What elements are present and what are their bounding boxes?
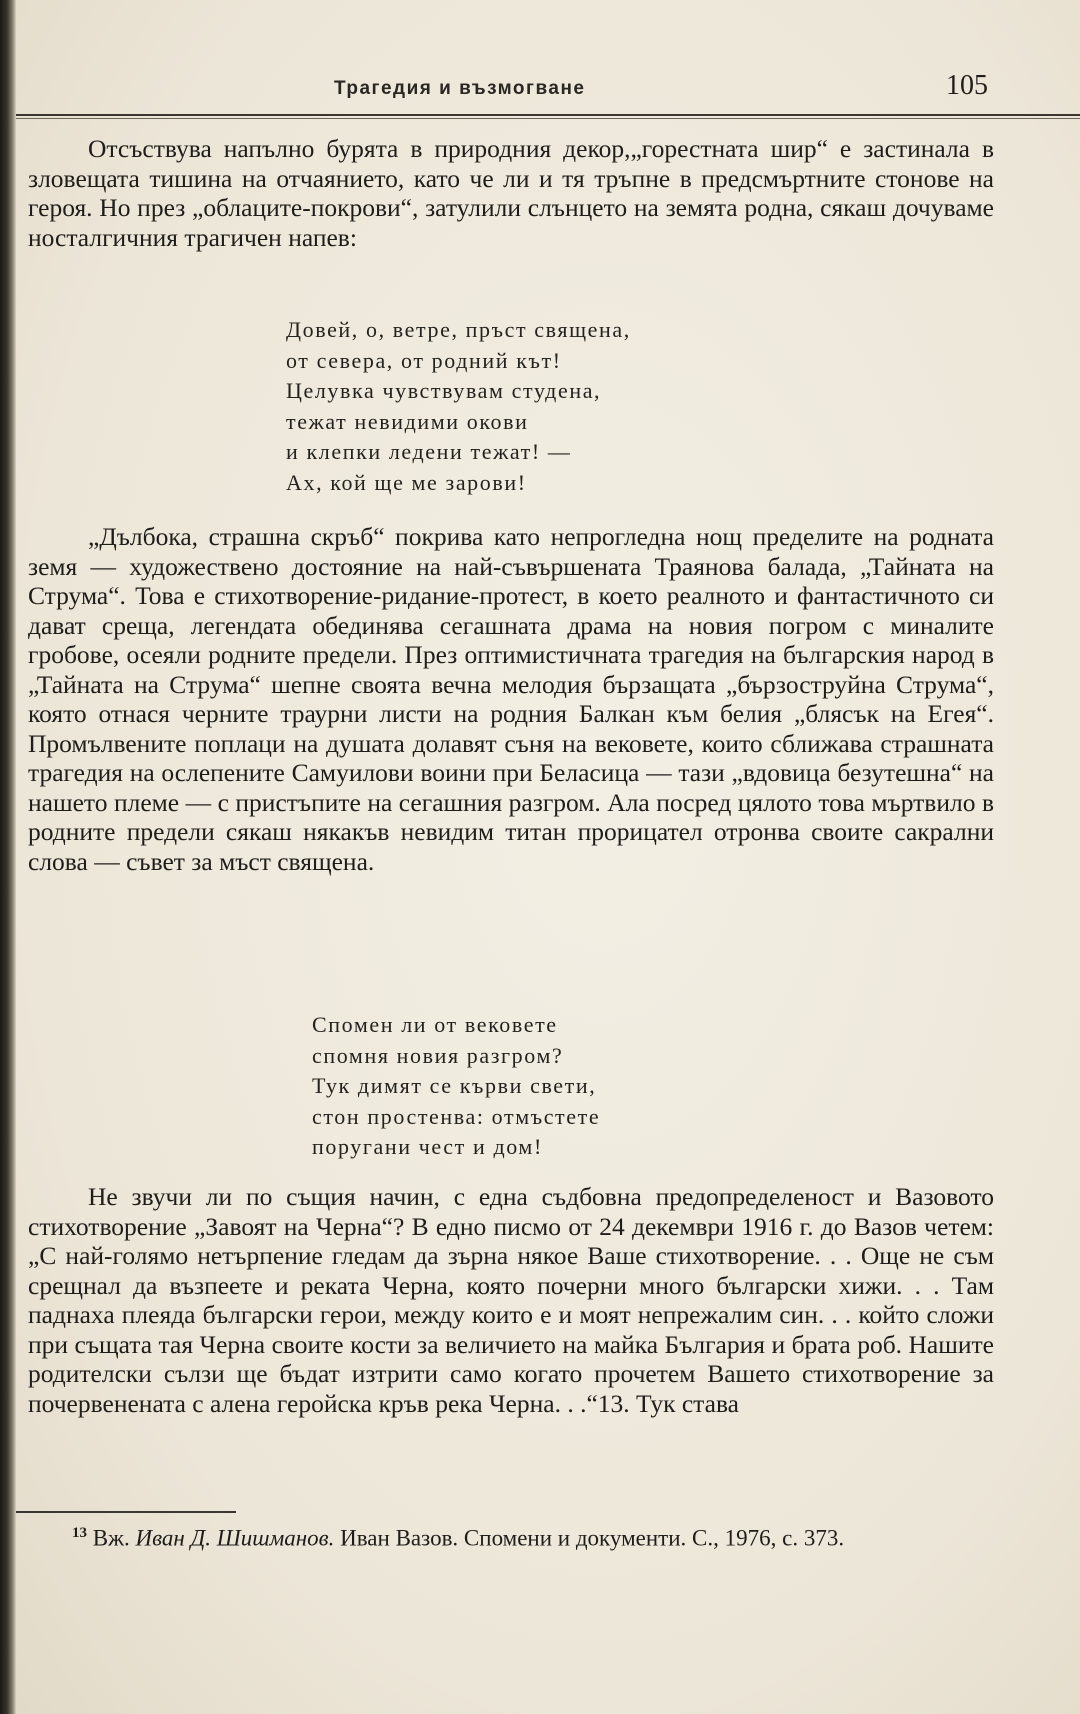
poem-line: от севера, от родний кът!	[286, 347, 562, 373]
poem-line: Довей, о, ветре, пръст священа,	[286, 317, 631, 342]
page-number: 105	[946, 70, 988, 101]
poem-stanza-2	[312, 1010, 600, 1163]
poem-line: стон простенва: отмъстете	[312, 1103, 601, 1129]
header-rule	[16, 114, 1080, 116]
footnote-text: Иван Вазов. Спомени и документи. С., 1976, с. 373.	[340, 1525, 845, 1551]
book-spine-shadow	[0, 0, 16, 1714]
running-head: Трагедия и възмогване	[334, 78, 586, 99]
paragraph-3: Не звучи ли по същия начин, с една съдбовна предопределеност и Вазовото стихотворение „Завоят на Черна“? В едно писмо от 24 декември 1916 г. до Вазов четем: „С най-голямо нетърпение гледам да зърна някое Ваше стихотворение. . . Още не съм срещнал да възпеете и реката Черна, която почерни много български хижи. . . Там паднаха плеяда български герои, между които е и моят непрежалим син. . . който сложи при същата тая Черна своите кости за величието на майка България и брата роб. Нашите родителски сълзи ще бъдат изтрити само когато прочетем Вашето стихотворение за почервенената с алена геройска кръв река Черна. . .“13. Тук става	[28, 1182, 994, 1418]
poem-line: Тук димят се кърви свети,	[312, 1073, 597, 1098]
poem-line: Целувка чувствувам студена,	[286, 378, 602, 403]
header-rule-thin	[16, 118, 1080, 119]
poem-line: тежат невидими окови	[286, 408, 529, 434]
paragraph-1: Отсъствува напълно бурята в природния декор,„горестната шир“ е застинала в зловещата тишина на отчаянието, като че ли и тя тръпне в предсмъртните стонове на героя. Но през „облаците-покрови“, затулили слънцето на земята родна, сякаш дочуваме носталгичния трагичен напев:	[28, 134, 994, 252]
page-header	[316, 70, 1002, 108]
footnote-prefix: Вж.	[92, 1525, 130, 1551]
poem-line: поругани чест и дом!	[312, 1134, 543, 1159]
paragraph-2: „Дълбока, страшна скръб“ покрива като непрогледна нощ пределите на родната земя — художествено достояние на най-съвършената Траянова балада, „Тайната на Струма“. Това е стихотворение-ридание-протест, в което реалното и фантастичното си дават среща, легендата обединява сегашната драма на новия погром с миналите гробове, осеяли родните предели. През оптимистичната трагедия на българския народ в „Тайната на Струма“ шепне своята вечна мелодия бързащата „бързоструйна Струма“, която отнася черните траурни листи на родния Балкан към белия „блясък на Егея“. Промълвените поплаци на душата долавят съня на вековете, които сближава страшната трагедия на ослепените Самуилови воини при Беласица — тази „вдовица безутешна“ на нашето племе — с пристъпите на сегашния разгром. Ала посред цялото това мъртвило в родните предели сякаш някакъв невидим титан прорицател отронва своите сакрални слова — съвет за мъст священа.	[28, 522, 994, 876]
poem-line: Спомен ли от вековете	[312, 1012, 558, 1037]
footnote	[72, 1518, 1002, 1554]
footnote-author: Иван Д. Шишманов.	[135, 1525, 335, 1551]
poem-line: Ах, кой ще ме зарови!	[286, 469, 527, 495]
footnote-number: 13	[72, 1525, 87, 1541]
poem-line: спомня новия разгром?	[312, 1042, 564, 1068]
poem-stanza-1	[286, 315, 631, 498]
book-page	[16, 0, 1080, 1714]
poem-line: и клепки ледени тежат! —	[286, 439, 572, 464]
footnote-rule	[16, 1511, 236, 1513]
